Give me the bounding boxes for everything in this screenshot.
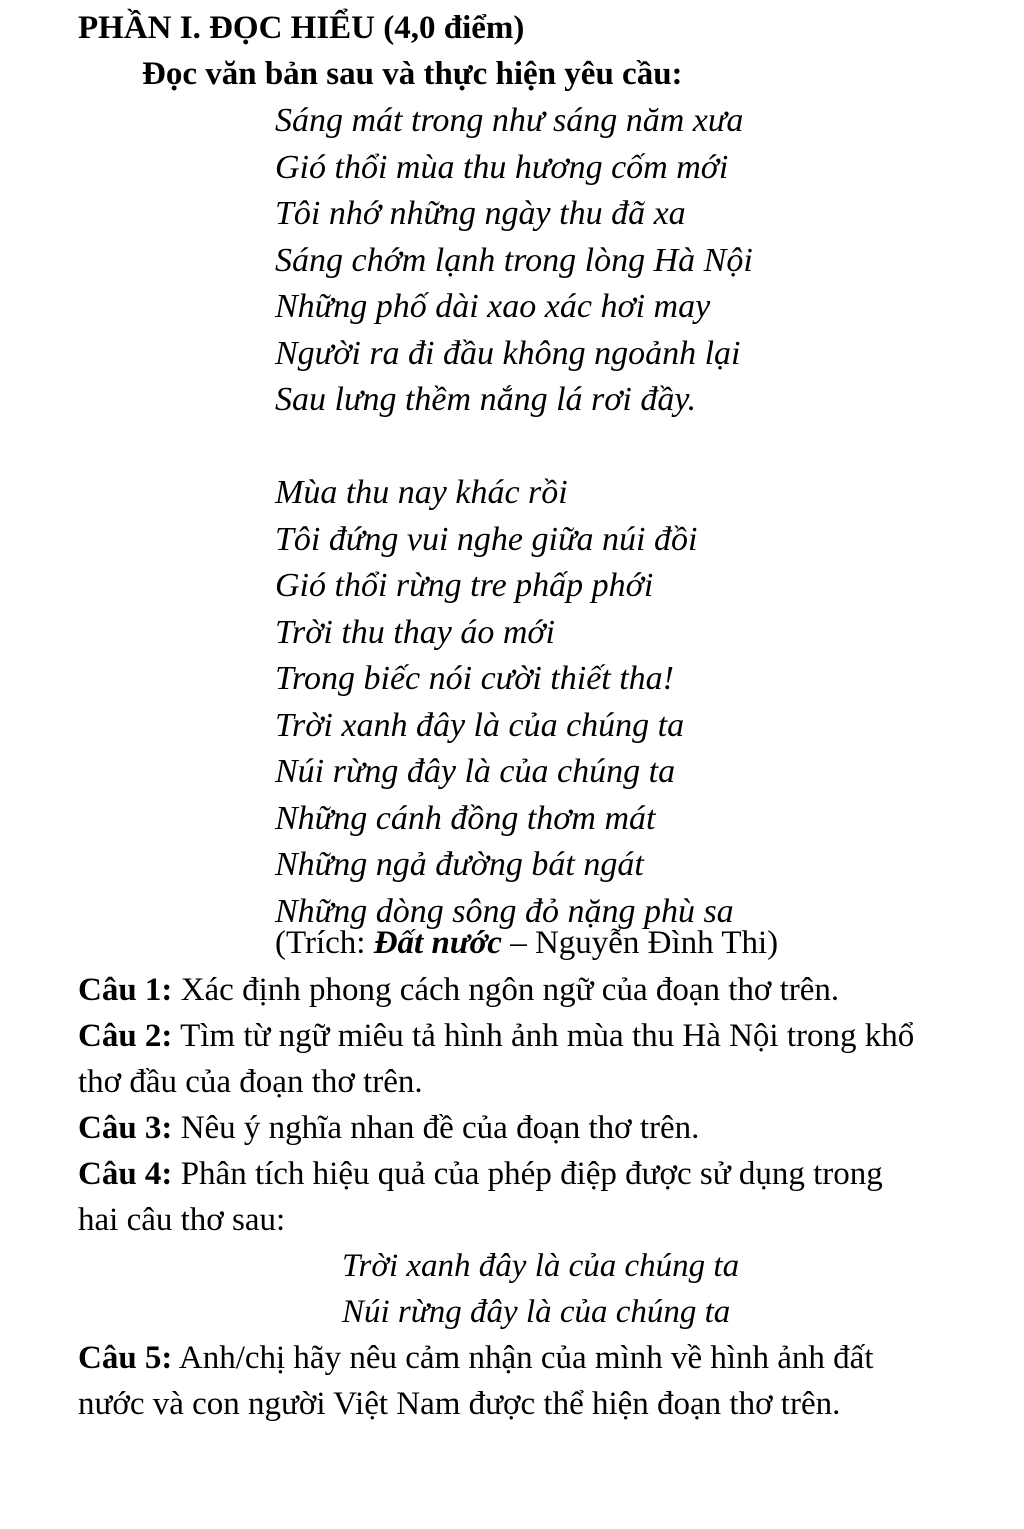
- quoted-poem-line: Núi rừng đây là của chúng ta: [342, 1294, 731, 1330]
- poem-line: Tôi đứng vui nghe giữa núi đồi: [275, 520, 698, 558]
- question-text: Tìm từ ngữ miêu tả hình ảnh mùa thu Hà Nội trong khổ thơ đầu của đoạn thơ trên.: [78, 1018, 915, 1100]
- poem-line: Gió thổi rừng tre phấp phới: [275, 567, 654, 604]
- poem-line: Sau lưng thềm nắng lá rơi đầy.: [275, 381, 697, 418]
- poem-line: Trong biếc nói cười thiết tha!: [275, 660, 675, 697]
- question-text: Anh/chị hãy nêu cảm nhận của mình về hình ảnh đất nước và con người Việt Nam được thể hiện đoạn thơ trên.: [78, 1340, 874, 1422]
- poem-line: Những ngả đường bát ngát: [275, 846, 644, 883]
- poem-line: Trời thu thay áo mới: [275, 613, 555, 651]
- poem-line: Sáng chớm lạnh trong lòng Hà Nội: [275, 241, 753, 279]
- poem-line: Người ra đi đầu không ngoảnh lại: [275, 334, 741, 372]
- poem-line: Sáng mát trong như sáng năm xưa: [275, 102, 744, 139]
- question-label: Câu 3:: [78, 1110, 173, 1146]
- stanza-gap: [275, 424, 753, 471]
- poem: [275, 98, 753, 935]
- question-label: Câu 2:: [78, 1018, 173, 1054]
- source-suffix: – Nguyễn Đình Thi): [501, 925, 779, 961]
- source-prefix: (Trích:: [275, 925, 374, 961]
- poem-line: Những phố dài xao xác hơi may: [275, 288, 711, 325]
- poem-line: Tôi nhớ những ngày thu đã xa: [275, 195, 686, 232]
- question-label: Câu 1:: [78, 972, 173, 1008]
- question-4: [78, 1151, 918, 1243]
- poem-source: [275, 920, 778, 966]
- question-label: Câu 5:: [78, 1340, 173, 1376]
- question-text: Phân tích hiệu quả của phép điệp được sử dụng trong hai câu thơ sau:: [78, 1156, 883, 1238]
- question-3: [78, 1105, 918, 1151]
- poem-line: Gió thổi mùa thu hương cốm mới: [275, 148, 729, 186]
- question-1: [78, 967, 918, 1013]
- question-5: [78, 1335, 918, 1427]
- poem-line: Trời xanh đây là của chúng ta: [275, 706, 685, 744]
- instruction-text: Đọc văn bản sau và thực hiện yêu cầu:: [142, 56, 683, 92]
- question-text: Xác định phong cách ngôn ngữ của đoạn thơ trên.: [172, 972, 840, 1008]
- poem-line: Những dòng sông đỏ nặng phù sa: [275, 892, 734, 930]
- poem-line: Núi rừng đây là của chúng ta: [275, 753, 676, 790]
- source-work-title: Đất nước: [373, 925, 502, 961]
- question-2: [78, 1013, 918, 1105]
- question-list: [78, 967, 918, 1427]
- poem-line: Mùa thu nay khác rồi: [275, 474, 568, 511]
- poem-line: Những cánh đồng thơm mát: [275, 799, 656, 837]
- question-text: Nêu ý nghĩa nhan đề của đoạn thơ trên.: [172, 1110, 700, 1146]
- question-label: Câu 4:: [78, 1156, 173, 1192]
- quoted-poem-line: Trời xanh đây là của chúng ta: [342, 1248, 740, 1284]
- section-heading: PHẦN I. ĐỌC HIỂU (4,0 điểm): [78, 10, 525, 46]
